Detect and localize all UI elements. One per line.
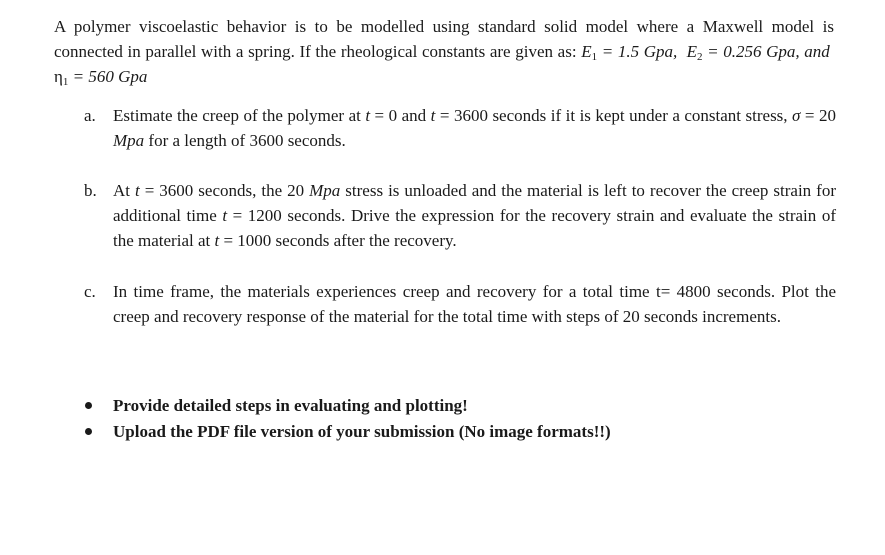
question-c [84, 279, 836, 329]
qa-math-sigma: σ [792, 106, 801, 125]
e2-value: = 0.256 Gpa, and [702, 42, 830, 61]
question-a [84, 103, 836, 153]
qb-math-t3: t [214, 231, 220, 250]
eta-subscript: 1 [62, 76, 69, 88]
instruction-item [84, 393, 844, 419]
qa-text-4: = 20 [800, 106, 837, 125]
question-c-text: In time frame, the materials experiences creep and recovery for a total time t= 4800 seconds. Plot the creep and recovery response of the material for the total time with steps of 20 seconds increments. [113, 282, 836, 326]
qa-math-t2: t [430, 106, 436, 125]
e1-symbol: E [581, 42, 592, 61]
qb-text-5: = 1000 seconds after the recovery. [219, 231, 457, 250]
qb-text-4: = 1200 seconds. Drive the expression for the recovery strain and evaluate the strain of the material at [113, 206, 837, 250]
qa-math-mpa: Mpa [113, 131, 145, 150]
instruction-item [84, 419, 844, 445]
qa-math-t: t [365, 106, 371, 125]
qb-math-t: t [135, 181, 140, 200]
problem-intro [54, 14, 834, 89]
qa-text-2: = 0 and [370, 106, 431, 125]
e2-symbol: E [686, 42, 697, 61]
qb-text-3: stress is unloaded and the material is left to recover the creep strain for additional time [113, 181, 837, 225]
question-b-marker: b. [84, 181, 97, 200]
eta-value: = 560 Gpa [68, 67, 148, 86]
question-b [84, 178, 836, 253]
bullet-icon [85, 428, 92, 435]
question-a-text [113, 103, 836, 153]
instructions-list [84, 393, 844, 445]
question-b-text [113, 178, 836, 253]
question-c-marker: c. [84, 282, 96, 301]
qb-math-t2: t [222, 206, 228, 225]
qb-text-2: = 3600 seconds, the 20 [139, 181, 310, 200]
instruction-text: Provide detailed steps in evaluating and plotting! [113, 396, 468, 415]
qb-text-1: At [113, 181, 135, 200]
instruction-text: Upload the PDF file version of your submission (No image formats!!) [113, 422, 611, 441]
qa-text-1: Estimate the creep of the polymer at [113, 106, 366, 125]
question-a-marker: a. [84, 106, 96, 125]
qa-text-5: for a length of 3600 seconds. [144, 131, 346, 150]
intro-text: A polymer viscoelastic behavior is to be modelled using standard solid model where a Maxwell model is connected in parallel with a spring. If the rheological constants are given as: [54, 17, 834, 61]
e2-subscript: 2 [696, 51, 703, 63]
e1-subscript: 1 [591, 51, 598, 63]
qa-text-3: = 3600 seconds if it is kept under a constant stress, [435, 106, 793, 125]
e1-value: = 1.5 Gpa, [597, 42, 678, 61]
eta-symbol: η [54, 67, 63, 86]
qb-math-mpa: Mpa [309, 181, 341, 200]
bullet-icon [85, 402, 92, 409]
